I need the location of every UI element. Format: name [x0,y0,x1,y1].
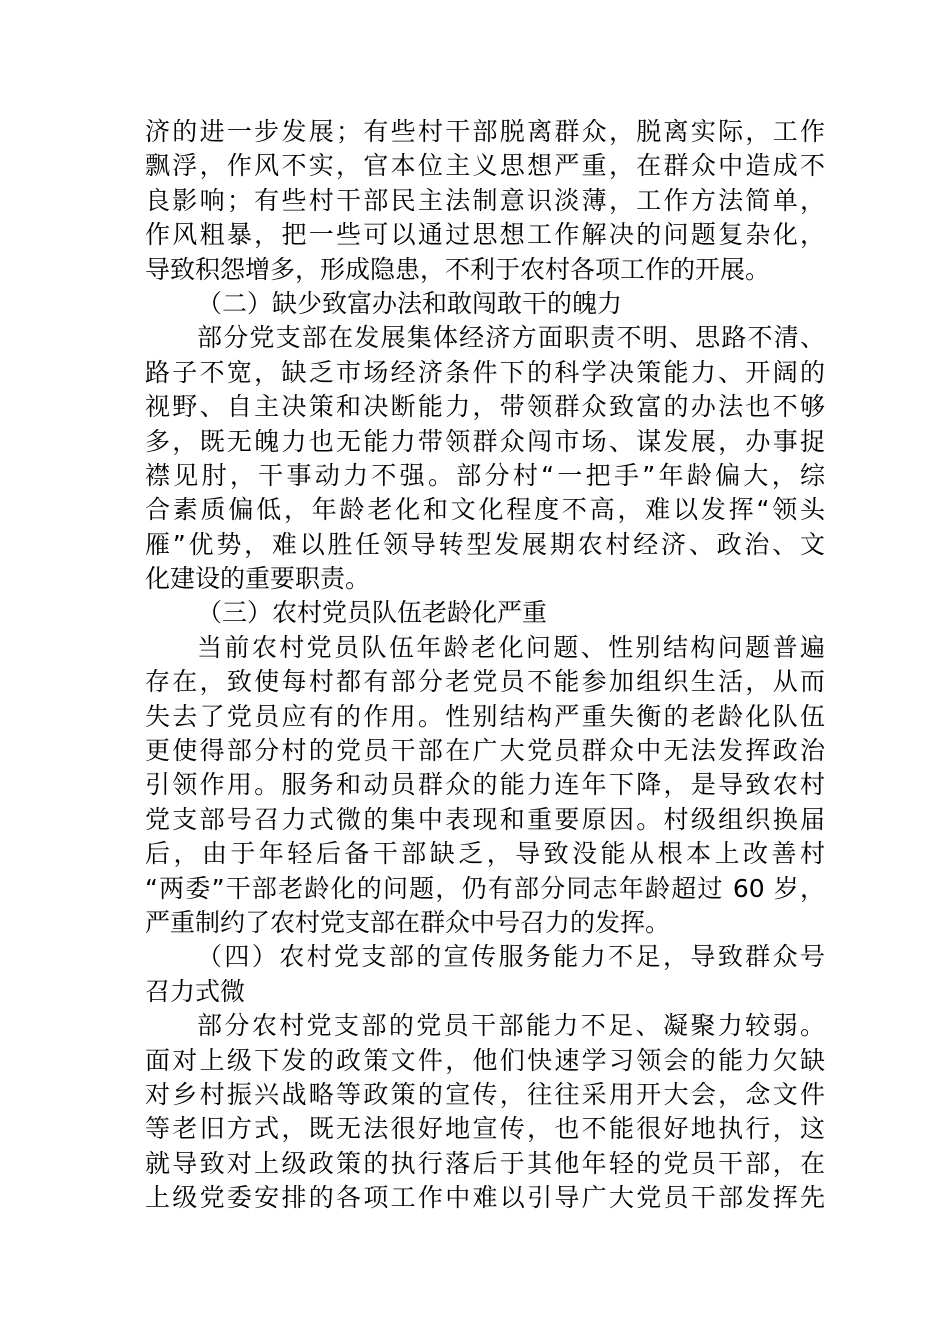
text-line: 党支部号召力式微的集中表现和重要原因。村级组织换届 [145,804,825,834]
text-line: 部分农村党支部的党员干部能力不足、凝聚力较弱。 [197,1011,825,1041]
text-line: 对乡村振兴战略等政策的宣传，往往采用开大会，念文件 [145,1079,825,1109]
document-body [145,115,825,1216]
text-line: 当前农村党员队伍年龄老化问题、性别结构问题普遍 [197,632,825,662]
text-line: 等老旧方式，既无法很好地宣传，也不能很好地执行，这 [145,1114,825,1144]
text-line: 就导致对上级政策的执行落后于其他年轻的党员干部，在 [145,1148,825,1178]
text-line: 引领作用。服务和动员群众的能力连年下降，是导致农村 [145,770,825,800]
text-line: 严重制约了农村党支部在群众中号召力的发挥。 [145,907,671,937]
text-line: （四）农村党支部的宣传服务能力不足，导致群众号 [197,942,825,972]
text-line: 济的进一步发展；有些村干部脱离群众，脱离实际，工作 [145,117,825,146]
text-line: 部分党支部在发展集体经济方面职责不明、思路不清、 [197,323,825,353]
text-line: （二）缺少致富办法和敢闯敢干的魄力 [197,288,623,318]
text-line: 良影响；有些村干部民主法制意识淡薄，工作方法简单， [145,185,825,215]
text-line: 更使得部分村的党员干部在广大党员群众中无法发挥政治 [145,736,825,766]
text-line: 路子不宽，缺乏市场经济条件下的科学决策能力、开阔的 [145,357,825,387]
text-line: 化建设的重要职责。 [145,564,371,594]
text-line: 作风粗暴，把一些可以通过思想工作解决的问题复杂化， [145,220,825,250]
text-line: 召力式微 [145,976,246,1006]
text-line: 存在，致使每村都有部分老党员不能参加组织生活，从而 [145,667,825,697]
text-line: 导致积怨增多，形成隐患，不利于农村各项工作的开展。 [145,254,771,284]
text-line: 上级党委安排的各项工作中难以引导广大党员干部发挥先 [145,1183,825,1213]
text-line: 多，既无魄力也无能力带领群众闯市场、谋发展，办事捉 [145,426,825,456]
text-line: 后，由于年轻后备干部缺乏，导致没能从根本上改善村 [145,839,825,869]
text-line: 襟见肘，干事动力不强。部分村“一把手”年龄偏大，综 [145,460,825,490]
text-line: 面对上级下发的政策文件，他们快速学习领会的能力欠缺 [145,1045,825,1075]
text-line: 失去了党员应有的作用。性别结构严重失衡的老龄化队伍 [145,701,825,731]
text-line: 飘浮，作风不实，官本位主义思想严重，在群众中造成不 [145,151,825,181]
text-line: “两委”干部老龄化的问题，仍有部分同志年龄超过 60 岁， [145,873,825,903]
text-line: （三）农村党员队伍老龄化严重 [197,598,548,628]
text-line: 合素质偏低，年龄老化和文化程度不高，难以发挥“领头 [145,495,825,525]
text-line: 视野、自主决策和决断能力，带领群众致富的办法也不够 [145,392,825,422]
text-line: 雁”优势，难以胜任领导转型发展期农村经济、政治、文 [145,529,825,559]
